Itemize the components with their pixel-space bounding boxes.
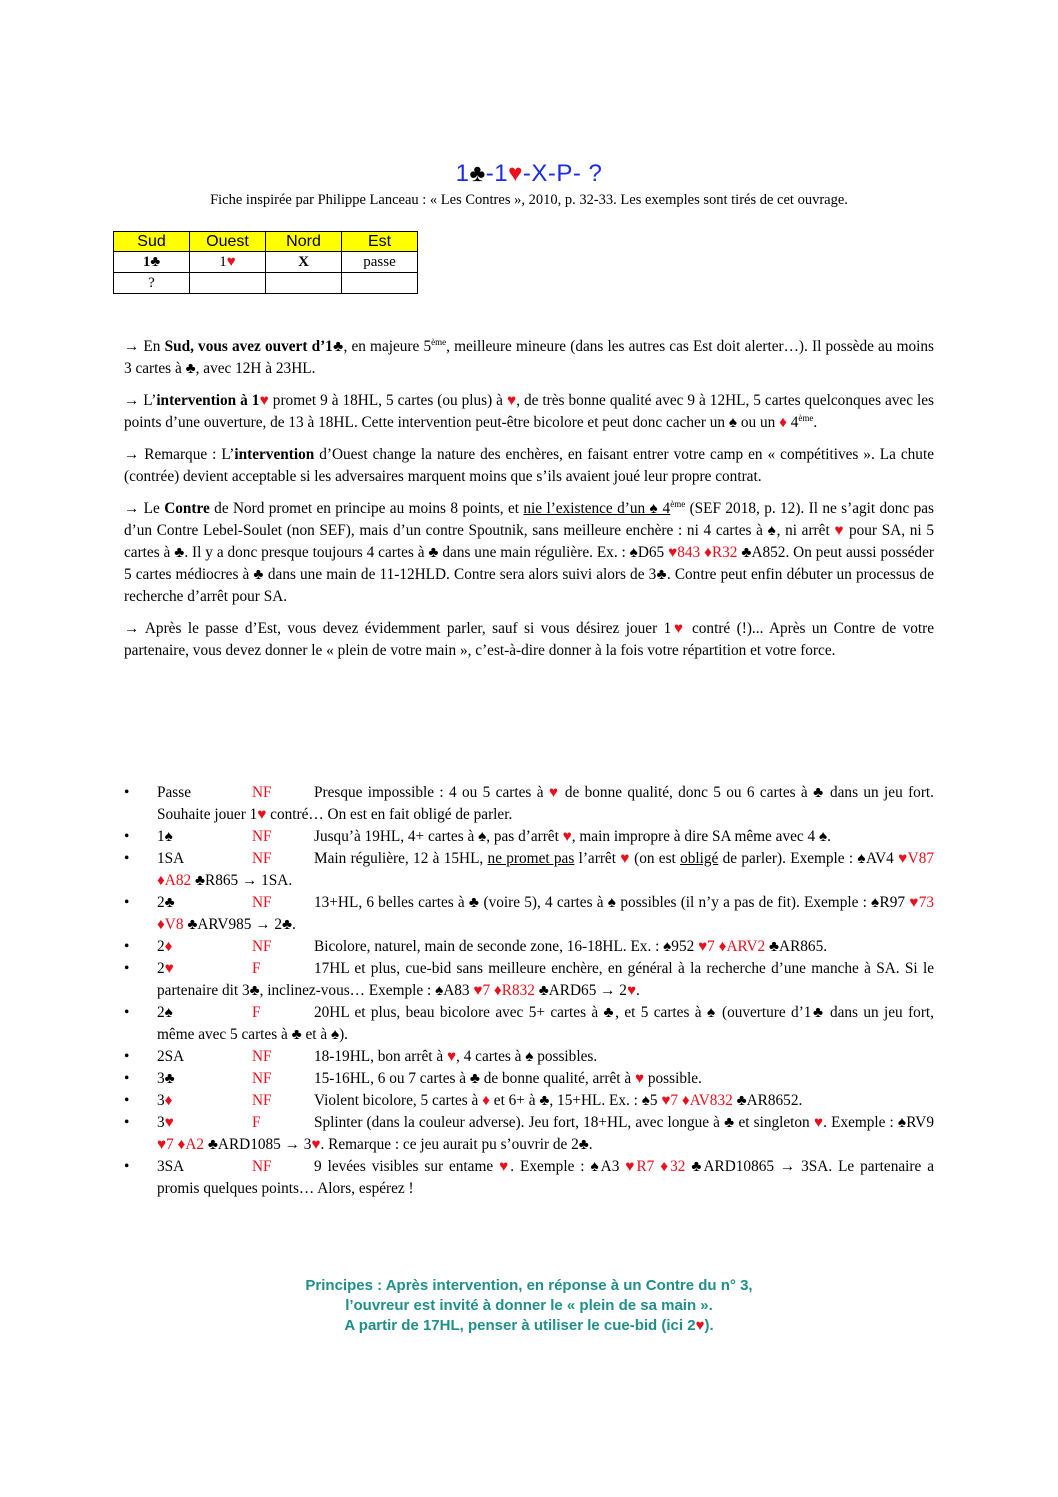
principles-footer [0,1276,1058,1336]
header-sud: Sud [114,232,190,252]
text: → En [124,338,165,355]
bid-label [157,892,252,914]
text: ou un [737,414,780,431]
description-text: . Remarque : ce jeu aurait pu s’ouvrir de 2♣. [320,1136,593,1153]
text: → L’ [124,392,157,409]
cell-sud [114,252,190,273]
paragraph-intervention [124,390,934,434]
description-text: 15-16HL, 6 ou 7 cartes à ♣ de bonne qualité, arrêt à [314,1070,635,1087]
list-item [124,892,934,936]
bullet-icon: • [124,960,130,977]
text: , meilleure mineure (dans les autres cas Est doit alerter…). Il possède au moins 3 cartes à [124,338,934,377]
text: ). [704,1317,714,1334]
forcing-code: NF [252,1158,272,1175]
text-red: ♥7 ♦AV832 [661,1092,733,1109]
description-text: 13+HL, 6 belles cartes à ♣ (voire 5), 4 cartes à ♠ possibles (il n’y a pas de fit). Exemple : ♠R97 [314,894,910,911]
forcing-code: F [252,960,261,977]
forcing-code: NF [252,1048,272,1065]
description-text: obligé [680,850,719,867]
text-red: ♥ [634,1070,645,1087]
text: A partir de 17HL, penser à utiliser le cue-bid (ici 2 [344,1317,696,1334]
list-item [124,826,934,848]
text-red: ♥7 ♦R832 [473,982,535,999]
heart-icon: ♥ [506,392,517,409]
description-text: Bicolore, naturel, main de seconde zone, 16-18HL. Ex. : ♠952 [314,938,699,955]
list-item [124,1068,934,1090]
list-item [124,1046,934,1068]
header-ouest: Ouest [190,232,266,252]
text: (SEF 2018, p. 12). Il ne s’agit donc pas d’un Contre Lebel-Soulet (non SEF), mais d’un contre Spoutnik, sans meilleure enchère : ni 4 cartes à ♠, ni arrêt [124,500,934,539]
bullet-icon: • [124,1158,130,1175]
description-text: Presque impossible : 4 ou 5 cartes à [314,784,549,801]
description-text: Jusqu’à 19HL, 4+ cartes à ♠, pas d’arrêt [314,828,563,845]
bullet-icon: • [124,828,130,845]
list-item [124,1156,934,1200]
bid-level: 1 [219,253,227,270]
bullet-icon: • [124,1070,130,1087]
bid-label: 3SA [157,1158,185,1175]
bid-label [157,1002,252,1024]
bullet-icon: • [124,1114,130,1131]
paragraph-opening [124,336,934,380]
forcing-code: NF [252,828,272,845]
header-est: Est [342,232,418,252]
text-bold: Contre [164,500,210,517]
text-red: ♥V87 ♦A82 [157,850,935,889]
suit-icon: ♣ [164,1070,175,1087]
text-red: ♥7 ♦A2 [157,1136,205,1153]
text: ♣A852. On peut aussi posséder 5 cartes médiocres à ♣ dans une main de 11-12HLD. Contre sera alors suivi alors de 3♣. Contre peut enfin débuter un processus de recherche d’arrêt pour SA. [124,544,934,605]
bid-label: Passe [157,784,191,801]
club-icon: ♣ [469,160,486,187]
bid-list [124,782,934,1200]
list-item [124,1112,934,1156]
bullet-icon: • [124,1004,130,1021]
forcing-code: NF [252,938,272,955]
text-red: ♥R7 ♦32 [625,1158,686,1175]
cell-empty [190,273,266,294]
text-red: ♥843 ♦R32 [668,544,738,561]
text-red: ♦ [482,1092,490,1109]
text: promet 9 à 18HL, 5 cartes (ou plus) à [268,392,507,409]
cell-est: passe [342,252,418,273]
bid-label [157,1090,252,1112]
description-text: l’arrêt [574,850,621,867]
description-text: ♣ARD10865 → 3SA. Le partenaire a promis quelques points… Alors, espérez ! [157,1158,934,1197]
list-item [124,1002,934,1046]
bid-level: 2 [157,960,165,977]
text-bold: Sud, vous avez ouvert d’1 [164,338,333,355]
bullet-icon: • [124,938,130,955]
description-text: ♣ARD1085 → 3 [204,1136,312,1153]
bid-level: 1 [157,828,165,845]
title-part: -1 [485,160,509,187]
footer-line [0,1316,1058,1336]
suit-icon: ♠ [164,828,173,845]
text: de Nord promet en principe au moins 8 points, et [209,500,524,517]
description-text: . Exemple : ♠A3 [510,1158,626,1175]
text-red: ♥ [499,1158,511,1175]
header-nord: Nord [266,232,342,252]
text: . [813,414,818,431]
paragraph-after-pass [124,618,934,662]
description-text: ♣AR8652. [732,1092,803,1109]
suit-icon: ♠ [164,1004,173,1021]
text-red: ♥7 ♦ARV2 [698,938,766,955]
subtitle: Fiche inspirée par Philippe Lanceau : « Les Contres », 2010, p. 32-33. Les exemples sont tirés de cet ouvrage. [210,192,848,208]
description-text: possible. [644,1070,702,1087]
suit-icon: ♦ [164,1092,173,1109]
spade-icon: ♠ [728,414,738,431]
description-text: ♣ARV985 → 2♣. [183,916,296,933]
bid-label [157,936,252,958]
bid-label [157,1068,252,1090]
text-bold: intervention à 1 [156,392,260,409]
bullet-icon: • [124,1092,130,1109]
heart-icon: ♥ [671,620,686,637]
text-red: ♥ [626,982,637,999]
text: , avec 12H à 23HL. [195,360,316,377]
bid-level: 2 [157,894,165,911]
cell-sud: ? [114,273,190,294]
description-text: 20HL et plus, beau bicolore avec 5+ cartes à ♣, et 5 cartes à ♠ (ouverture d’1♣ dans un jeu fort, même avec 5 cartes à ♣ et à ♠). [157,1004,934,1043]
club-icon: ♣ [185,360,196,377]
page-title [0,160,1058,188]
text: d’Ouest change la nature des enchères, en faisant entrer votre camp en « compétitives ». La chute (contrée) devient acceptable si les adversaires marquent moins que s’ils avaient joué leur propre contrat. [124,446,934,485]
suit-icon: ♦ [164,938,173,955]
description-text: de bonne qualité, donc 5 ou 6 cartes à ♣ dans un jeu fort. Souhaite jouer 1 [157,784,934,823]
title-part: 1 [455,160,470,187]
title-part: -X-P- ? [522,160,603,187]
description-text: . [636,982,640,999]
list-item [124,782,934,826]
description-text: , 4 cartes à ♠ possibles. [456,1048,598,1065]
forcing-code: NF [252,894,272,911]
description-text: ♣R865 → 1SA. [191,872,293,889]
bid-label: 1SA [157,850,185,867]
description-text: Main régulière, 12 à 15HL, [314,850,488,867]
description-text: contré… On est en fait obligé de parler. [266,806,513,823]
footer-line: Principes : Après intervention, en réponse à un Contre du n° 3, [305,1277,753,1294]
list-item [124,936,934,958]
club-icon: ♣ [150,253,161,270]
description-text: . Exemple : ♠RV9 [823,1114,934,1131]
text: , en majeure 5 [343,338,432,355]
cell-nord: X [266,252,342,273]
bid-label: 2SA [157,1048,185,1065]
bullet-icon: • [124,1048,130,1065]
text: 4 [786,414,799,431]
text-red: ♥ [257,806,267,823]
cell-empty [266,273,342,294]
explanation-section [124,336,934,672]
forcing-code: NF [252,850,272,867]
description-text: ne promet pas [487,850,575,867]
text-underlined: nie l’existence d’un ♠ 4 [523,500,671,517]
superscript: ème [431,337,447,347]
list-item [124,958,934,1002]
description-text: Violent bicolore, 5 cartes à [314,1092,483,1109]
description-text: (on est [629,850,681,867]
bidding-table [113,231,418,294]
bid-level: 3 [157,1092,165,1109]
bid-level: 3 [157,1070,165,1087]
forcing-code: F [252,1114,261,1131]
description-text: 9 levées visibles sur entame [314,1158,500,1175]
bullet-icon: • [124,784,130,801]
description-text: et 6+ à ♣, 15+HL. Ex. : ♠5 [489,1092,662,1109]
bullet-icon: • [124,894,130,911]
bid-level: 2 [157,938,165,955]
bid-label [157,958,252,980]
bid-level: 3 [157,1114,165,1131]
description-text: ♣AR865. [765,938,828,955]
heart-icon: ♥ [508,160,523,187]
text-red: ♥ [446,1048,457,1065]
text: → Le [124,500,165,517]
description-text: Splinter (dans la couleur adverse). Jeu fort, 18+HL, avec longue à ♣ et singleton [314,1114,814,1131]
text-red: ♥ [311,1136,321,1153]
footer-line: l’ouvreur est invité à donner le « plein de sa main ». [345,1297,713,1314]
paragraph-remark [124,444,934,488]
description-text: , main impropre à dire SA même avec 4 ♠. [571,828,831,845]
cell-empty [342,273,418,294]
forcing-code: NF [252,1092,272,1109]
table-row [114,252,418,273]
forcing-code: NF [252,1070,272,1087]
suit-icon: ♥ [164,960,174,977]
club-icon: ♣ [332,338,344,355]
text: pour SA, ni 5 cartes à ♣. Il y a donc presque toujours 4 cartes à ♣ dans une main régulière. Ex. : ♠D65 [124,522,934,561]
text-red: ♥ [813,1114,824,1131]
text: , de très bonne qualité avec 9 à 12HL, 5 cartes quelconques avec les points d’une ouverture, de 13 à 18HL. Cette intervention peut-être bicolore et peut donc cacher un [124,392,934,431]
suit-icon: ♣ [164,894,175,911]
heart-icon: ♥ [226,253,236,270]
superscript: ème [670,499,686,509]
cell-ouest [190,252,266,273]
bid-level: 2 [157,1004,165,1021]
text-red: ♥ [562,828,572,845]
diamond-icon: ♦ [779,414,787,431]
forcing-code: NF [252,784,272,801]
table-row [114,273,418,294]
text-red: ♥ [548,784,560,801]
bullet-icon: • [124,850,130,867]
superscript: ème [798,413,814,423]
suit-icon: ♥ [164,1114,174,1131]
description-text: de parler). Exemple : ♠AV4 [718,850,899,867]
list-item [124,848,934,892]
heart-icon: ♥ [259,392,269,409]
description-text: 17HL et plus, cue-bid sans meilleure enchère, en général à la recherche d’une manche à SA. Si le partenaire dit 3♣, inclinez-vous… Exemple : ♠A83 [157,960,934,999]
heart-icon: ♥ [695,1317,705,1334]
text-bold: intervention [234,446,315,463]
list-item [124,1090,934,1112]
paragraph-contre [124,498,934,608]
text: → Après le passe d’Est, vous devez évidemment parler, sauf si vous désirez jouer 1 [124,620,672,637]
heart-icon: ♥ [834,522,845,539]
table-header-row [114,232,418,252]
forcing-code: F [252,1004,261,1021]
text-red: ♥73 ♦V8 [157,894,934,933]
bid-label [157,826,252,848]
text: contré (!)... Après un Contre de votre partenaire, vous devez donner le « plein de votre main », c’est-à-dire donner à la fois votre répartition et votre force. [124,620,935,659]
description-text: 18-19HL, bon arrêt à [314,1048,447,1065]
description-text: ♣ARD65 → 2 [534,982,627,999]
text: → Remarque : L’ [124,446,235,463]
bid-level: 1 [142,253,151,270]
text-red: ♥ [620,850,630,867]
bid-label [157,1112,252,1134]
